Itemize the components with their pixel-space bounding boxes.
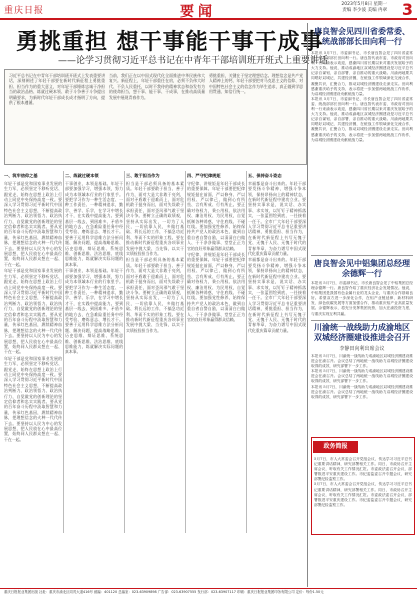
body-col-2 xyxy=(65,171,123,533)
subhead-2: 二、练就过硬本领 xyxy=(65,173,99,178)
paragraph-5: 幸福都是奋斗出来的。年轻干部要发扬斗争精神，增强斗争本领，保持昂扬向上的精神状态，在新时代新征程中建功立业。要坚持实事求是，说实话、办实事、求实效，以钉钉子精神抓落实，一张蓝图绘到底，一任接着一任干。全市广大年轻干部要深入学习贯彻习近平总书记重要讲话精神，勇挑重担、担当作为，在新时代新征程上书写无愧于党、无愧于人民、无愧于时代的青春华章，为奋力谱写中国式现代化重庆篇章贡献力量。 xyxy=(248,180,306,257)
r2-paragraph: 本报讯 5月7日，市委副书记、市长唐良智会见了中铝集团总经理余德辉一行。唐良智介绍了重庆经济社会发展情况。他说，中铝集团是我国有色金属行业的龙头企业，与重庆合作基础良好。希望双方进一步深化合作，在铝产业链延伸、新材料研发、绿色低碳发展等方面加强合作，推动重庆铝产业高质量发展。余德辉表示，将充分发挥集团优势，加大在渝投资力度，与重庆实现互利共赢。 xyxy=(311,281,413,316)
body-col-1 xyxy=(4,171,62,533)
footer: 重庆日报报业集团出版 社址：重庆市渝北区同茂大道416号 邮编：401120 总编室：023-63909898 广告部：023-63907555 发行部：023-63907117 印刷：重庆日报报业集团印务有限公司 定价：每份1.50元 xyxy=(0,588,417,600)
paragraph-4: 守纪律、讲规矩是年轻干部成长的重要保障。年轻干部要把纪律规矩挺在前面，严以修身、严以用权、严以律己，做到心有所畏、言有所戒、行有所止。要正确对待权力，秉公用权、依法用权、廉洁用权、为民用权，自觉抵制各种诱惑，守住底线、不碰红线。要加强党性修养，始终保持共产党人的政治本色，做到自重自省自警自励，以清清白白做人、干干净净做事、堂堂正正为官的良好形象赢得群众信赖。 xyxy=(187,180,245,251)
paragraph-3: 担当是干部必须具备的基本素质。年轻干部要敢于担当、善于作为，面对大是大非敢于亮剑，面对矛盾敢于迎难而上，面对危机敢于挺身而出，面对失误敢于承担责任，面对歪风邪气敢于坚决斗争。要树立正确的政绩观，坚持从实际出发，一切为了人民，一切依靠人民，多做打基础、利长远的工作，不搞急功近利、华而不实的形象工程。要在推动新时代新征程重庆各项事业发展中挑大梁、当先锋，以实干实绩检验担当作为。 xyxy=(126,180,184,257)
r3-paragraph-c: 本报讯 5月7日，川渝统一战线助力成渝地区双城经济圈建设推进会在渝召开。会议总结了两地统一战线助力双城经济圈建设取得的成效，研究部署下一步工作。 xyxy=(311,384,413,399)
paragraph-5b: 幸福都是奋斗出来的。年轻干部要发扬斗争精神，增强斗争本领，保持昂扬向上的精神状态，在新时代新征程中建功立业。要坚持实事求是，说实话、办实事、求实效，以钉钉子精神抓落实，一张蓝图绘到底，一任接着一任干。全市广大年轻干部要深入学习贯彻习近平总书记重要讲话精神，勇挑重担、担当作为，在新时代新征程上书写无愧于党、无愧于人民、无愧于时代的青春华章，为奋力谱写中国式现代化重庆篇章贡献力量。 xyxy=(248,257,306,333)
paragraph-1: 年轻干部是党和国家事业发展的生力军，必须坚定不移听党话、跟党走，始终在思想上政治上行动上同党中央保持高度一致。要深入学习贯彻习近平新时代中国特色社会主义思想，不断提高政治判断力、政治领悟力、政治执行力，自觉做党的创新理论的坚定信仰者和忠实实践者。要从党的百年奋斗历程中汲取智慧和力量，传承红色基因，赓续精神血脉，把理想信念的火种一代代传下去。要坚持以人民为中心的发展思想，把人民放在心中最高位置，始终同人民群众想在一起、干在一起。 xyxy=(4,180,62,267)
lead-subtitle: ——论学习贯彻习近平总书记在中青年干部培训班开班式上重要讲话 xyxy=(58,56,329,66)
body-col-5 xyxy=(248,171,306,533)
body-col-4 xyxy=(187,171,245,533)
briefing-paragraph-b: 5月7日，市人大常委会召开党组会议，传达学习习近平总书记重要讲话精神，研究部署相关工作。同日，市政协召开主席会议，听取有关工作情况汇报。市委政法委召开会议，部署推进平安重庆建设工作。市纪委监委召开专题会议，研究部署纪检监察工作。 xyxy=(314,482,412,507)
paper-name: 重庆日报 xyxy=(4,6,45,16)
body-col-3 xyxy=(126,171,184,533)
intro-col-3: 勇挑重担，关键在于坚定理想信念。理想信念是共产党人精神上的钙，年轻干部要把对马克思主义的信仰、对中国特色社会主义的信念作为毕生追求，真正做到学思用贯通、知信行统一。 xyxy=(209,73,303,95)
r2-body xyxy=(311,281,413,319)
editor-line: 责编 李少波 美编 冉翠 xyxy=(342,7,387,13)
paragraph-1b: 年轻干部是党和国家事业发展的生力军，必须坚定不移听党话、跟党走，始终在思想上政治上行动上同党中央保持高度一致。要深入学习贯彻习近平新时代中国特色社会主义思想，不断提高政治判断力、政治领悟力、政治执行力，自觉做党的创新理论的坚定信仰者和忠实实践者。要从党的百年奋斗历程中汲取智慧和力量，传承红色基因，赓续精神血脉，把理想信念的火种一代代传下去。要坚持以人民为中心的发展思想，把人民放在心中最高位置，始终同人民群众想在一起、干在一起。 xyxy=(4,268,62,355)
subhead-1: 一、筑牢信仰之基 xyxy=(4,173,38,178)
paragraph-3b: 担当是干部必须具备的基本素质。年轻干部要敢于担当、善于作为，面对大是大非敢于亮剑，面对矛盾敢于迎难而上，面对危机敢于挺身而出，面对失误敢于承担责任，面对歪风邪气敢于坚决斗争。要树立正确的政绩观，坚持从实际出发，一切为了人民，一切依靠人民，多做打基础、利长远的工作，不搞急功近利、华而不实的形象工程。要在推动新时代新征程重庆各项事业发展中挑大梁、当先锋，以实干实绩检验担当作为。 xyxy=(126,257,184,333)
r1-paragraph: 本报讯 5月7日，市委副书记、市长唐良智会见了四川省委常委、统战部部长田向利一行。唐良智代表市委、市政府对田向利一行来渝表示欢迎，感谢四川省长期以来对重庆发展给予的大力支持。他说，推动成渝地区双城经济圈建设是习近平总书记亲自谋划、亲自部署、亲自推动的重大战略。川渝两地要共同唱好双城记、共建经济圈，在统战工作领域深化交流合作，凝聚共识，汇聚合力，推动双城经济圈建设走深走实。田向利感谢重庆给予的支持，表示将进一步加强两地统战工作协作，为双城经济圈建设贡献统战力量。 xyxy=(311,51,413,96)
paragraph-4b: 守纪律、讲规矩是年轻干部成长的重要保障。年轻干部要把纪律规矩挺在前面，严以修身、严以用权、严以律己，做到心有所畏、言有所戒、行有所止。要正确对待权力，秉公用权、依法用权、廉洁用权、为民用权，自觉抵制各种诱惑，守住底线、不碰红线。要加强党性修养，始终保持共产党人的政治本色，做到自重自省自警自励，以清清白白做人、干干净净做事、堂堂正正为官的良好形象赢得群众信赖。 xyxy=(187,252,245,322)
paragraph-2b: 干事创业，本领是基础。年轻干部要加强学习，增强本领，努力成为本领域本行业的行家里手。要把学习作为一种生活态度、一种工作责任、一种精神追求，勤学、善学、乐学，在学习中增长才干，在实践中提高能力。要到基层一线去，到困难多、矛盾多的地方去，在急难险重任务中经受考验、磨炼意志、增长才干。要善于运用科学思维方法分析问题、解决问题，提高战略思维、历史思维、辩证思维、系统思维、创新思维、法治思维、底线思维能力，练就解决实际问题的真本事。 xyxy=(65,268,123,355)
intro-col-1: 习近平总书记在中青年干部培训班开班式上发表重要讲话，深刻阐述了年轻干部要在新时代新征程上勇挑重担、担当作为的重大意义，对年轻干部锤炼忠诚干净担当的政治品格、练就过硬本领、敢于斗争善于斗争提出明确要求，为新时代年轻干部成长成才指明了方向，提供了根本遵循。 xyxy=(9,73,105,106)
subhead-4: 四、严守纪律规矩 xyxy=(187,173,221,178)
date-line: 2023年5月8日 星期一 xyxy=(341,2,387,7)
lead-title: 勇挑重担 想干事能干事干成事 xyxy=(16,30,324,55)
r1-body xyxy=(311,51,413,253)
r3-paragraph: 本报讯 5月7日，川渝统一战线助力成渝地区双城经济圈建设推进会在渝召开。会议总结了两地统一战线助力双城经济圈建设取得的成效，研究部署下一步工作。 xyxy=(311,354,413,369)
page-number: 3 xyxy=(401,0,413,19)
right-column xyxy=(309,23,415,535)
briefing-body xyxy=(314,457,412,533)
column-divider xyxy=(246,171,247,533)
subhead-3: 三、敢于担当作为 xyxy=(126,173,160,178)
r3-subtitle: 李静田向利出席会议 xyxy=(339,346,385,352)
intro-col-2: 当前，我们正在以中国式现代化全面推进中华民族伟大复兴。新征程上，年轻干部重任在肩，必须不负伟大时代、不负人民重托，以时不我待的精神状态和奋发有为的使命担当，想干事、能干事、干成事，在推动高质量发展中展现青春作为。 xyxy=(109,73,205,100)
r3-title: 川渝统一战线助力成渝地区双城经济圈建设推进会召开 xyxy=(314,323,410,342)
column-divider xyxy=(124,171,125,533)
column-divider xyxy=(63,171,64,533)
subhead-5: 五、保持奋斗姿态 xyxy=(248,173,282,178)
lead-intro-box xyxy=(4,69,307,165)
column-divider xyxy=(185,171,186,533)
main-divider xyxy=(307,23,308,587)
section-title: 要闻 xyxy=(180,4,216,20)
r1-paragraph-b: 本报讯 5月7日，市委副书记、市长唐良智会见了四川省委常委、统战部部长田向利一行。唐良智代表市委、市政府对田向利一行来渝表示欢迎，感谢四川省长期以来对重庆发展给予的大力支持。他说，推动成渝地区双城经济圈建设是习近平总书记亲自谋划、亲自部署、亲自推动的重大战略。川渝两地要共同唱好双城记、共建经济圈，在统战工作领域深化交流合作，凝聚共识，汇聚合力，推动双城经济圈建设走深走实。田向利感谢重庆给予的支持，表示将进一步加强两地统战工作协作，为双城经济圈建设贡献统战力量。 xyxy=(311,96,413,142)
lead-article xyxy=(2,23,329,535)
masthead xyxy=(0,0,417,20)
section-rule xyxy=(311,320,413,321)
date-info xyxy=(327,2,387,13)
r2-title: 唐良智会见中铝集团总经理余德辉一行 xyxy=(314,259,410,278)
paragraph-1c: 年轻干部是党和国家事业发展的生力军，必须坚定不移听党话、跟党走，始终在思想上政治上行动上同党中央保持高度一致。要深入学习贯彻习近平新时代中国特色社会主义思想，不断提高政治判断力、政治领悟力、政治执行力，自觉做党的创新理论的坚定信仰者和忠实实践者。要从党的百年奋斗历程中汲取智慧和力量，传承红色基因，赓续精神血脉，把理想信念的火种一代代传下去。要坚持以人民为中心的发展思想，把人民放在心中最高位置，始终同人民群众想在一起、干在一起。 xyxy=(4,355,62,442)
section-rule xyxy=(311,255,413,256)
briefing-heading: 政务简报 xyxy=(313,441,358,453)
r1-title: 唐良智会见四川省委常委、统战部部长田向利一行 xyxy=(314,27,410,46)
r3-body xyxy=(311,354,413,434)
briefing-paragraph: 5月7日，市人大常委会召开党组会议，传达学习习近平总书记重要讲话精神，研究部署相关工作。同日，市政协召开主席会议，听取有关工作情况汇报。市委政法委召开会议，部署推进平安重庆建设工作。市纪委监委召开专题会议，研究部署纪检监察工作。 xyxy=(314,457,412,482)
paragraph-2: 干事创业，本领是基础。年轻干部要加强学习，增强本领，努力成为本领域本行业的行家里手。要把学习作为一种生活态度、一种工作责任、一种精神追求，勤学、善学、乐学，在学习中增长才干，在实践中提高能力。要到基层一线去，到困难多、矛盾多的地方去，在急难险重任务中经受考验、磨炼意志、增长才干。要善于运用科学思维方法分析问题、解决问题，提高战略思维、历史思维、辩证思维、系统思维、创新思维、法治思维、底线思维能力，练就解决实际问题的真本事。 xyxy=(65,180,123,267)
r3-paragraph-b: 本报讯 5月7日，川渝统一战线助力成渝地区双城经济圈建设推进会在渝召开。会议总结了两地统一战线助力双城经济圈建设取得的成效，研究部署下一步工作。 xyxy=(311,369,413,384)
